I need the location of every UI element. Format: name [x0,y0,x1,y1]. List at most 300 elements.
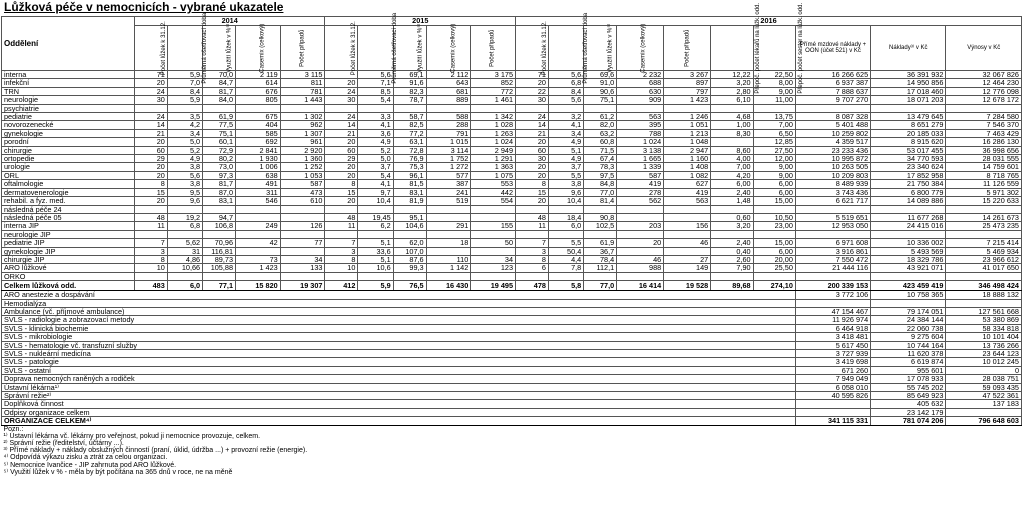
table-cell: 5,0 [358,155,393,163]
table-cell: 96,1 [393,171,426,179]
column-header-label: Průměrná ošetřovací doba [583,12,590,84]
table-cell: 5,1 [358,239,393,247]
table-cell: 6,2 [358,222,393,230]
table-cell: 9,00 [753,171,795,179]
table-cell: 14 261 673 [946,213,1022,221]
table-cell: 5 519 651 [795,213,870,221]
table-cell: 81,7 [203,180,236,188]
table-cell: 638 [236,171,281,179]
table-cell: 241 [426,188,471,196]
table-cell: 10 012 245 [946,358,1022,366]
table-cell: 3 115 [280,71,325,79]
table-cell: 36,7 [584,247,617,255]
table-row [2,400,1022,408]
table-cell: 4,1 [548,121,583,129]
table-cell: 692 [236,138,281,146]
table-cell: 78,7 [393,96,426,104]
table-cell: 404 [236,121,281,129]
table-cell: 1 075 [471,171,516,179]
table-cell: 12 953 050 [795,222,870,230]
table-cell: 405 632 [871,400,946,408]
table-cell [871,272,946,280]
table-cell: 3 [325,247,358,255]
table-cell: 14 759 601 [946,163,1022,171]
table-cell: 7 949 049 [795,375,870,383]
table-cell: 23 142 179 [871,408,946,416]
table-cell: 577 [426,171,471,179]
table-cell: 30 [516,155,549,163]
table-cell: 3,8 [167,180,202,188]
table-cell: 10 259 802 [795,129,870,137]
column-header-label: Využití lůžek v %⁵⁾ [416,23,423,73]
table-cell: 1 006 [236,163,281,171]
table-cell: 3 [516,247,549,255]
table-cell: 77,2 [393,129,426,137]
table-cell: 791 [426,129,471,137]
table-cell: 3 175 [471,71,516,79]
note-text: ⁵⁾ Nemocnice Ivančice - JIP zahrnuta pod ARO lůžkové. [3,461,177,469]
table-cell: 442 [471,188,516,196]
table-cell: 76,9 [393,155,426,163]
table-cell: 31 [167,247,202,255]
table-cell: 10 101 404 [946,333,1022,341]
table-cell: 563 [617,113,664,121]
table-cell: 15,00 [753,197,795,205]
table-cell: 81,4 [584,197,617,205]
table-cell: 8 [325,255,358,263]
table-cell: 155 [471,222,516,230]
table-cell: 28 038 751 [946,375,1022,383]
table-cell: 681 [426,87,471,95]
table-cell: 1,00 [711,121,753,129]
table-row [2,366,1022,374]
table-cell: 5 493 569 [871,247,946,255]
table-cell: 7 550 472 [795,255,870,263]
table-cell: 688 [617,79,664,87]
table-cell: 20 185 033 [871,129,946,137]
table-cell: 87,0 [203,188,236,196]
table-cell: 1 752 [426,155,471,163]
table-cell: 18 888 132 [946,291,1022,299]
table-cell: Celkem lůžková odd. [2,281,135,291]
table-cell: 18 329 786 [871,255,946,263]
note-row [2,462,1022,469]
table-cell: 2,60 [711,255,753,263]
table-cell: 84,0 [203,96,236,104]
table-cell: 59 093 435 [946,383,1022,391]
table-cell: 11 926 974 [795,316,870,324]
table-cell: 1 302 [280,113,325,121]
table-cell: 84,7 [203,79,236,87]
table-cell: 25,50 [753,264,795,272]
table-cell: 3,8 [548,180,583,188]
table-cell: 3 727 939 [795,350,870,358]
table-cell: 1 213 [664,129,711,137]
column-header-label: Přímé mzdové náklady + OON (účet 521) v Kč [799,41,867,54]
table-cell: 311 [236,188,281,196]
table-cell: 10,6 [358,264,393,272]
note-row [2,469,1022,476]
table-cell: 20 [134,138,167,146]
table-cell: 53 380 869 [946,316,1022,324]
table-cell: 14 [325,121,358,129]
column-header-label: Casemix (celkový) [449,23,456,73]
table-cell: 7,90 [711,264,753,272]
table-cell: 1 665 [617,155,664,163]
table-cell: SVLS - ostatní [2,366,796,374]
table-cell: 1 246 [664,113,711,121]
table-cell: 8 489 939 [795,180,870,188]
table-cell: 6 800 779 [871,188,946,196]
table-cell: 61,9 [584,239,617,247]
table-cell: 25 473 235 [946,222,1022,230]
table-cell: 12,85 [753,138,795,146]
table-cell: 3 114 [426,146,471,154]
table-cell: 90,8 [584,213,617,221]
table-row [2,222,1022,230]
table-cell: 6,8 [167,222,202,230]
table-cell: 8 [134,180,167,188]
table-cell: 16 414 [617,281,664,291]
table-cell: 3,8 [167,163,202,171]
table-cell: 46 [664,239,711,247]
table-cell: 19,45 [358,213,393,221]
table-cell: oftalmologie [2,180,135,188]
table-cell: interna JIP [2,222,135,230]
table-cell: 30 [134,96,167,104]
table-cell: 16 266 625 [795,71,870,79]
year-2014-header: 2014 [134,17,325,26]
table-cell: 1 423 [236,264,281,272]
table-cell: 675 [236,113,281,121]
table-cell: 70,0 [203,71,236,79]
table-cell: chirurgie [2,146,135,154]
table-cell: 1 339 [617,163,664,171]
table-cell: 24 [134,87,167,95]
table-cell: 28 031 555 [946,155,1022,163]
table-cell [516,272,549,280]
table-cell: 84,8 [584,180,617,188]
table-cell: 32 067 826 [946,71,1022,79]
table-cell: 3,7 [548,163,583,171]
table-cell: 1 360 [280,155,325,163]
table-cell: 4,00 [711,155,753,163]
table-cell: 71,5 [584,146,617,154]
table-cell: 82,3 [393,87,426,95]
table-row [2,417,1022,425]
column-header [471,26,516,71]
table-cell [167,272,202,280]
table-cell: 1 142 [426,264,471,272]
table-cell: 24 384 144 [871,316,946,324]
table-cell: 6,50 [753,129,795,137]
table-cell: 3 138 [617,146,664,154]
table-cell: 4,9 [548,155,583,163]
table-row [2,375,1022,383]
table-cell: 89,73 [203,255,236,263]
table-cell: urologie [2,163,135,171]
table-cell: 11 [325,222,358,230]
table-cell: 419 [617,180,664,188]
table-cell: 22 [516,87,549,95]
table-cell: 14 [516,121,549,129]
table-cell: 22 060 738 [871,324,946,332]
table-cell: 60 [325,146,358,154]
table-cell: 0,40 [711,247,753,255]
table-cell: 46 [617,255,664,263]
table-cell: 23,00 [753,222,795,230]
table-cell: 15 [134,188,167,196]
table-cell: 3 772 106 [795,291,870,299]
column-header [871,26,946,71]
table-cell: 50 [471,239,516,247]
table-cell: 12 678 172 [946,96,1022,104]
table-cell: 10,66 [167,264,202,272]
column-header-label: Počet případů [489,29,496,67]
table-row [2,272,1022,280]
table-cell: 781 074 206 [871,417,946,425]
table-cell: 20 [516,79,549,87]
table-cell: 60 [134,146,167,154]
table-cell: 5,8 [548,281,583,291]
table-cell: 58 334 818 [946,324,1022,332]
table-cell: 18,4 [548,213,583,221]
table-cell: ORL [2,171,135,179]
table-cell: 3,20 [711,79,753,87]
table-cell: 8,30 [711,129,753,137]
table-cell: 116,81 [203,247,236,255]
table-cell: 70,96 [203,239,236,247]
table-cell: Hemodialýza [2,299,796,307]
table-cell: 71 [516,71,549,79]
table-cell: 50,4 [548,247,583,255]
table-cell: 203 [617,222,664,230]
table-cell: 99,3 [393,264,426,272]
table-cell: 6,0 [548,222,583,230]
table-cell: 5 617 450 [795,341,870,349]
table-cell: 77,1 [203,281,236,291]
table-cell: 6,00 [753,247,795,255]
column-header-label: Průměrná ošetřovací doba [201,12,208,84]
table-cell [426,205,471,213]
table-cell: 6,00 [711,180,753,188]
table-cell: 7,8 [548,264,583,272]
table-cell: 89,68 [711,281,753,291]
table-cell: 10 336 002 [871,239,946,247]
table-cell: novorozenecké [2,121,135,129]
table-cell: 7,00 [711,163,753,171]
table-cell: 23 966 612 [946,255,1022,263]
table-cell: 20 [516,138,549,146]
column-header-label: Počet lůžek k 31.12. [160,20,167,76]
table-cell: následná péče 05 [2,213,135,221]
table-cell [393,272,426,280]
table-row [2,333,1022,341]
table-cell: 10 209 803 [795,171,870,179]
table-cell: Doprava nemocných raněných a rodiček [2,375,796,383]
table-cell: psychiatrie [2,104,135,112]
table-cell: 21 [134,129,167,137]
table-cell: 1 263 [471,129,516,137]
table-cell: 9 275 604 [871,333,946,341]
table-cell: 36 998 656 [946,146,1022,154]
table-cell: 3 [134,247,167,255]
table-cell: 34 770 593 [871,155,946,163]
table-cell: 24 [325,87,358,95]
table-cell: 21 750 384 [871,180,946,188]
table-cell: 2 947 [664,146,711,154]
table-cell: 8 718 765 [946,171,1022,179]
table-cell: 58,7 [393,113,426,121]
table-cell: 2 112 [426,71,471,79]
table-cell [134,272,167,280]
table-cell: gynekologie JIP [2,247,135,255]
table-row [2,350,1022,358]
table-cell: 909 [617,96,664,104]
table-cell: 412 [325,281,358,291]
table-cell: 4,68 [711,113,753,121]
table-cell: 10 995 872 [795,155,870,163]
table-cell: 553 [471,180,516,188]
department-header: Oddělení [2,17,135,71]
table-cell: 24 415 016 [871,222,946,230]
table-cell: 8 [134,255,167,263]
table-cell: 961 [280,138,325,146]
table-cell: 1 363 [471,163,516,171]
table-cell: 955 601 [871,366,946,374]
table-cell: 200 339 153 [795,281,870,291]
column-header [664,26,711,71]
table-cell: 20 [516,197,549,205]
table-cell: ORGANIZACE CELKEM⁴⁾ [2,417,796,425]
table-row [2,316,1022,324]
table-cell: 7 [516,239,549,247]
table-cell: 20 [516,163,549,171]
table-cell: 13,75 [753,113,795,121]
table-cell: 34 [471,255,516,263]
table-cell: 6,00 [753,180,795,188]
table-cell: gynekologie [2,129,135,137]
table-cell: 341 115 331 [795,417,870,425]
table-cell: 83,1 [393,188,426,196]
note-text: ³⁾ Přímé náklady + náklady obslužných činností (praní, úklid, údržba ...) + provozní režie (energie). [3,447,308,455]
table-cell: SVLS - radiologie a zobrazovací metody [2,316,796,324]
table-cell: 55 745 202 [871,383,946,391]
table-cell: 7,0 [167,79,202,87]
table-cell: 126 [280,222,325,230]
table-cell: 5,5 [548,239,583,247]
table-cell: 23 233 436 [795,146,870,154]
table-cell: 274,10 [753,281,795,291]
table-cell: 73,0 [203,163,236,171]
table-cell: 630 [617,87,664,95]
table-cell [426,272,471,280]
column-header-row [2,26,1022,71]
table-row [2,180,1022,188]
table-cell: 5,4 [358,96,393,104]
table-cell: 75,3 [393,163,426,171]
table-cell [548,272,583,280]
table-cell: 94,7 [203,213,236,221]
table-cell: 5,9 [167,96,202,104]
table-cell: 60,8 [584,138,617,146]
table-cell: 47 154 467 [795,307,870,315]
table-cell: 4,9 [167,155,202,163]
table-cell: 18 [426,239,471,247]
table-cell: 1 015 [426,138,471,146]
table-cell: 41 017 650 [946,264,1022,272]
table-cell: 6,8 [548,79,583,87]
table-cell [711,138,753,146]
table-cell: 10,50 [753,213,795,221]
year-header-row [2,17,1022,26]
table-cell: 4 359 517 [795,138,870,146]
table-cell: 1,48 [711,197,753,205]
column-header [617,23,664,73]
table-cell: 27 [664,255,711,263]
table-cell: 11 677 268 [871,213,946,221]
table-cell: 8,00 [753,79,795,87]
table-cell: 5,1 [358,255,393,263]
table-cell: 563 [664,197,711,205]
table-cell: 478 [516,281,549,291]
table-cell [617,272,664,280]
column-header [325,20,358,76]
table-cell: 82,0 [584,121,617,129]
table-cell [471,205,516,213]
table-row [2,291,1022,299]
table-cell: 805 [236,96,281,104]
note-row [2,454,1022,461]
table-cell: 419 [664,188,711,196]
table-cell: 585 [236,129,281,137]
table-cell: 5,5 [548,171,583,179]
table-cell: 20 [516,171,549,179]
table-cell: 67,4 [584,155,617,163]
table-cell [946,272,1022,280]
table-cell [471,272,516,280]
year-2015-header: 2015 [325,17,516,26]
table-cell: 1 423 [664,96,711,104]
table-cell: 80,2 [203,155,236,163]
table-cell: 4,2 [167,121,202,129]
table-cell: 11 126 559 [946,180,1022,188]
table-cell: 81,5 [393,180,426,188]
table-cell: 3 743 436 [795,188,870,196]
table-cell: 79 174 051 [871,307,946,315]
table-cell: 47 522 361 [946,392,1022,400]
table-row [2,408,1022,416]
table-cell: SVLS - klinická biochemie [2,324,796,332]
table-cell: 797 [664,87,711,95]
table-cell: 6 058 010 [795,383,870,391]
table-cell: 15 220 633 [946,197,1022,205]
table-cell: 82,5 [393,121,426,129]
table-cell: 811 [280,79,325,87]
table-cell: 1 443 [280,96,325,104]
table-cell: 75,1 [584,96,617,104]
table-row [2,264,1022,272]
table-cell: 15 [516,188,549,196]
table-cell: 1 082 [664,171,711,179]
table-cell: 8,60 [711,146,753,154]
table-cell: 2 949 [471,146,516,154]
table-cell: 2 920 [280,146,325,154]
column-header-label: Casemix (celkový) [640,23,647,73]
table-cell: 9,7 [358,188,393,196]
table-cell: 69,1 [393,71,426,79]
table-cell: 20,00 [753,255,795,263]
